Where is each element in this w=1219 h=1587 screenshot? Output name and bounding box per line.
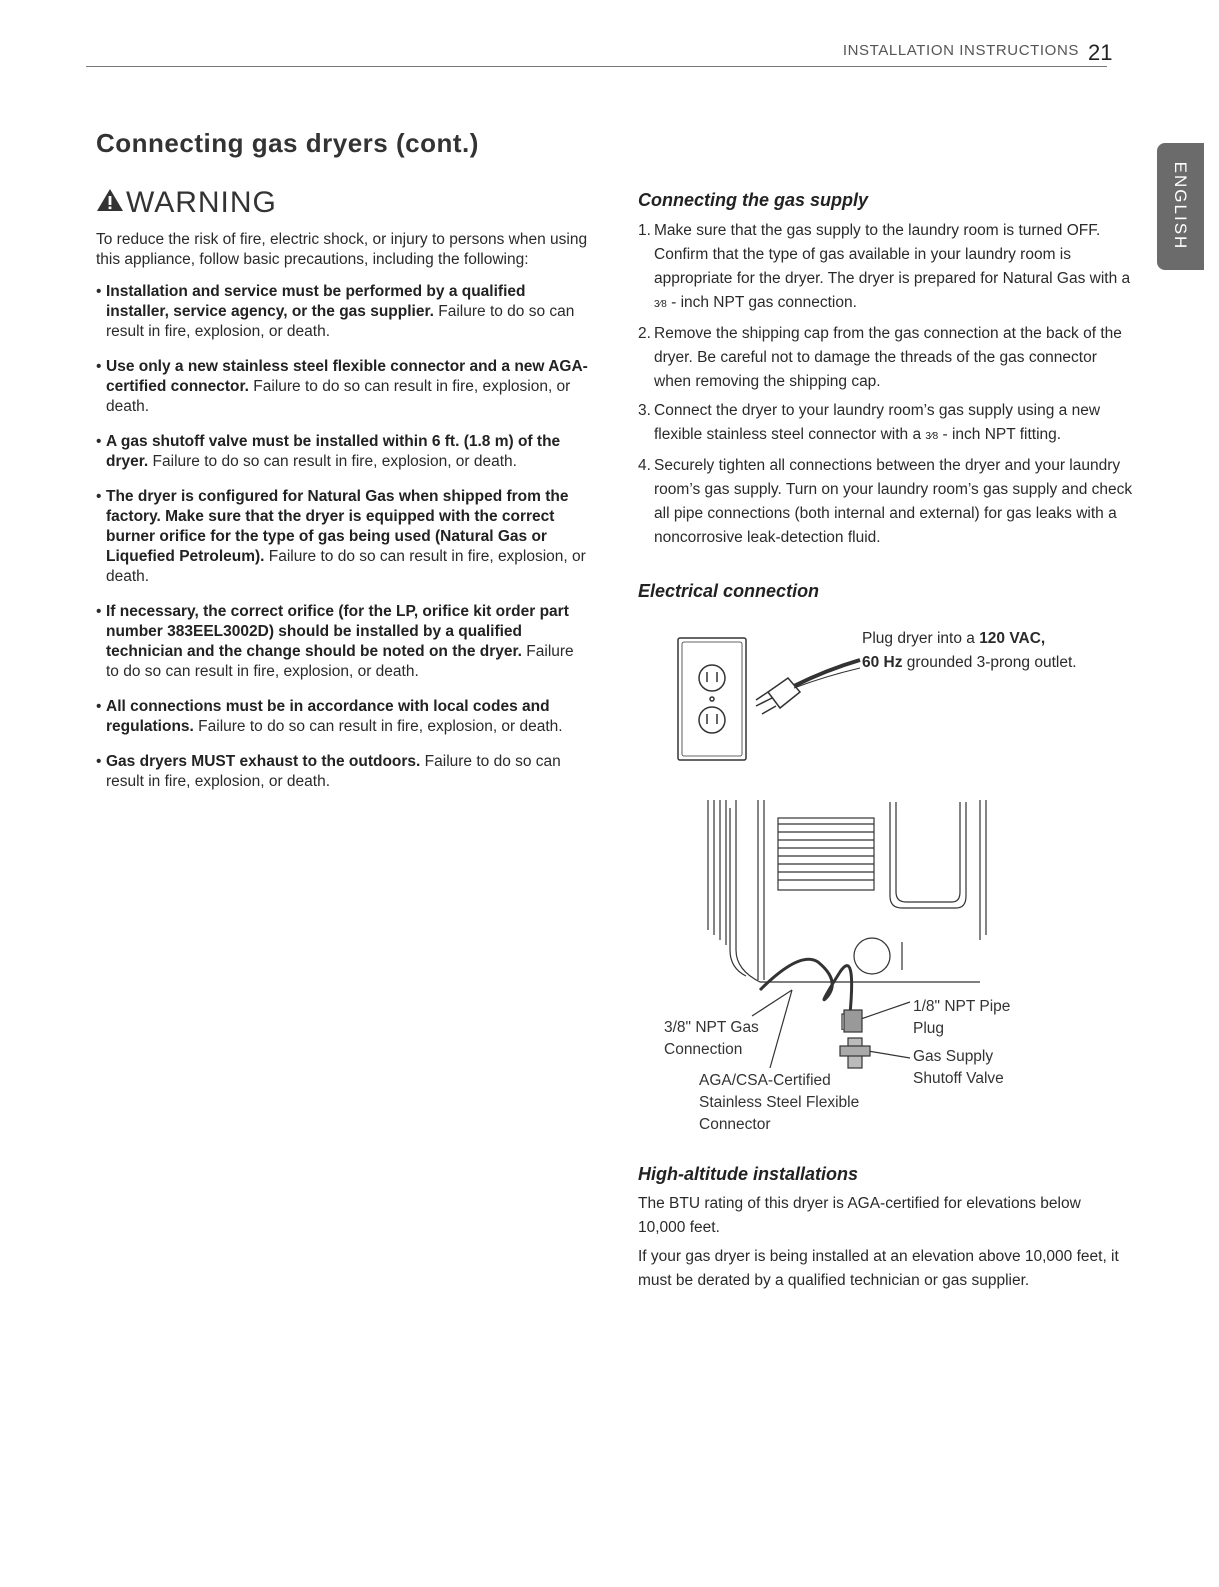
step-fraction: 3⁄8 — [925, 431, 939, 442]
warning-triangle-icon — [96, 188, 124, 212]
electrical-text: Plug dryer into a — [862, 630, 980, 647]
warning-item-text: Failure to do so can result in fire, explosion, or death. — [106, 753, 561, 790]
section-header: INSTALLATION INSTRUCTIONS — [842, 42, 1079, 59]
step-number: 4. — [638, 457, 651, 474]
outlet-plug-illustration — [676, 636, 866, 766]
header-divider — [86, 66, 1107, 67]
electrical-frequency: 60 Hz — [862, 654, 903, 671]
step-fraction: 3⁄8 — [654, 299, 667, 310]
step-text: Remove the shipping cap from the gas connection at the back of the dryer. Be careful not to damage the threads of the gas connector when removing the shipping cap. — [654, 325, 1122, 390]
step-text-end: - inch NPT gas connection. — [666, 294, 857, 311]
warning-item-text: Failure to do so can result in fire, explosion, or death. — [193, 718, 563, 735]
gas-supply-step — [638, 454, 1138, 550]
warning-section — [96, 230, 588, 807]
warning-item-bold: If necessary, the correct orifice (for the LP, orifice kit order part number 383EEL3002D) should be installed by a qualified technician and the change should be noted on the dryer. — [106, 603, 569, 660]
npt-gas-connection-label-line2: Connection — [664, 1041, 743, 1058]
warning-item — [96, 697, 588, 737]
step-text: Connect the dryer to your laundry room’s gas supply using a new flexible stainless steel connector with a — [654, 402, 1101, 443]
warning-item — [96, 432, 588, 472]
gas-supply-heading: Connecting the gas supply — [638, 190, 869, 210]
warning-intro: To reduce the risk of fire, electric shock, or injury to persons when using this appliance, follow basic precautions, including the following: — [96, 231, 588, 268]
warning-item-text: Failure to do so can result in fire, explosion, or death. — [106, 643, 574, 680]
electrical-text-end: grounded 3-prong outlet. — [902, 654, 1077, 671]
high-altitude-para-1: The BTU rating of this dryer is AGA-certified for elevations below 10,000 feet. — [638, 1195, 1081, 1236]
high-altitude-heading: High-altitude installations — [638, 1164, 859, 1184]
warning-item-bold: Use only a new stainless steel flexible connector and a new AGA-certified connector. — [106, 358, 588, 395]
warning-item-bold: A gas shutoff valve must be installed within 6 ft. (1.8 m) of the dryer. — [106, 433, 561, 470]
shutoff-valve-label-line1: Gas Supply — [913, 1048, 994, 1065]
warning-list — [96, 282, 588, 792]
step-text-end: - inch NPT fitting. — [938, 426, 1062, 443]
warning-item — [96, 357, 588, 417]
page-number: 21 — [1088, 40, 1113, 65]
flex-connector-label-line2: Stainless Steel Flexible — [699, 1094, 860, 1111]
language-tab — [1157, 143, 1204, 270]
step-text: Securely tighten all connections between the dryer and your laundry room’s gas supply. Turn on your laundry room’s gas supply and check all pipe connections (both internal and external) for gas leaks with a noncorrosive leak-detection fluid. — [654, 457, 1133, 546]
gas-supply-steps — [638, 219, 1138, 555]
warning-item — [96, 752, 588, 792]
step-number: 1. — [638, 222, 651, 239]
warning-item-bold: Gas dryers MUST exhaust to the outdoors. — [106, 753, 421, 770]
gas-supply-step — [638, 219, 1138, 317]
electrical-heading: Electrical connection — [638, 581, 820, 601]
electrical-instruction — [862, 627, 1112, 675]
warning-item — [96, 487, 588, 587]
gas-supply-step — [638, 399, 1138, 449]
pipe-plug-label-line2: Plug — [913, 1020, 945, 1037]
warning-heading-text: WARNING — [126, 186, 277, 219]
flex-connector-label-line3: Connector — [699, 1116, 771, 1133]
step-text: Make sure that the gas supply to the laundry room is turned OFF. Confirm that the type of gas available in your laundry room is appropriate for the dryer. The dryer is prepared for Natural Gas with a — [654, 222, 1131, 287]
warning-item-text: Failure to do so can result in fire, explosion, or death. — [106, 548, 586, 585]
warning-item-bold: All connections must be in accordance with local codes and regulations. — [106, 698, 550, 735]
high-altitude-para-2: If your gas dryer is being installed at an elevation above 10,000 feet, it must be derated by a qualified technician or gas supplier. — [638, 1248, 1119, 1289]
warning-item-text: Failure to do so can result in fire, explosion, or death. — [106, 378, 571, 415]
language-tab-label: ENGLISH — [1171, 161, 1190, 251]
warning-item — [96, 602, 588, 682]
flex-connector-label-line1: AGA/CSA-Certified — [699, 1072, 831, 1089]
warning-item-bold: The dryer is configured for Natural Gas when shipped from the factory. Make sure that the dryer is equipped with the correct burner orifice for the type of gas being used (Natural Gas or Liquefied Petroleum). — [106, 488, 569, 565]
npt-gas-connection-label-line1: 3/8" NPT Gas — [664, 1019, 759, 1036]
electrical-voltage: 120 VAC, — [979, 630, 1046, 647]
step-number: 2. — [638, 325, 651, 342]
warning-heading — [96, 186, 277, 220]
warning-item-text: Failure to do so can result in fire, explosion, or death. — [148, 453, 517, 470]
warning-item — [96, 282, 588, 342]
warning-item-text: Failure to do so can result in fire, explosion, or death. — [106, 303, 575, 340]
page-title: Connecting gas dryers (cont.) — [96, 128, 479, 158]
shutoff-valve-label-line2: Shutoff Valve — [913, 1070, 1004, 1087]
warning-item-bold: Installation and service must be performed by a qualified installer, service agency, or the gas supplier. — [106, 283, 526, 320]
gas-supply-step — [638, 322, 1138, 394]
pipe-plug-label-line1: 1/8" NPT Pipe — [913, 998, 1011, 1015]
step-number: 3. — [638, 402, 651, 419]
